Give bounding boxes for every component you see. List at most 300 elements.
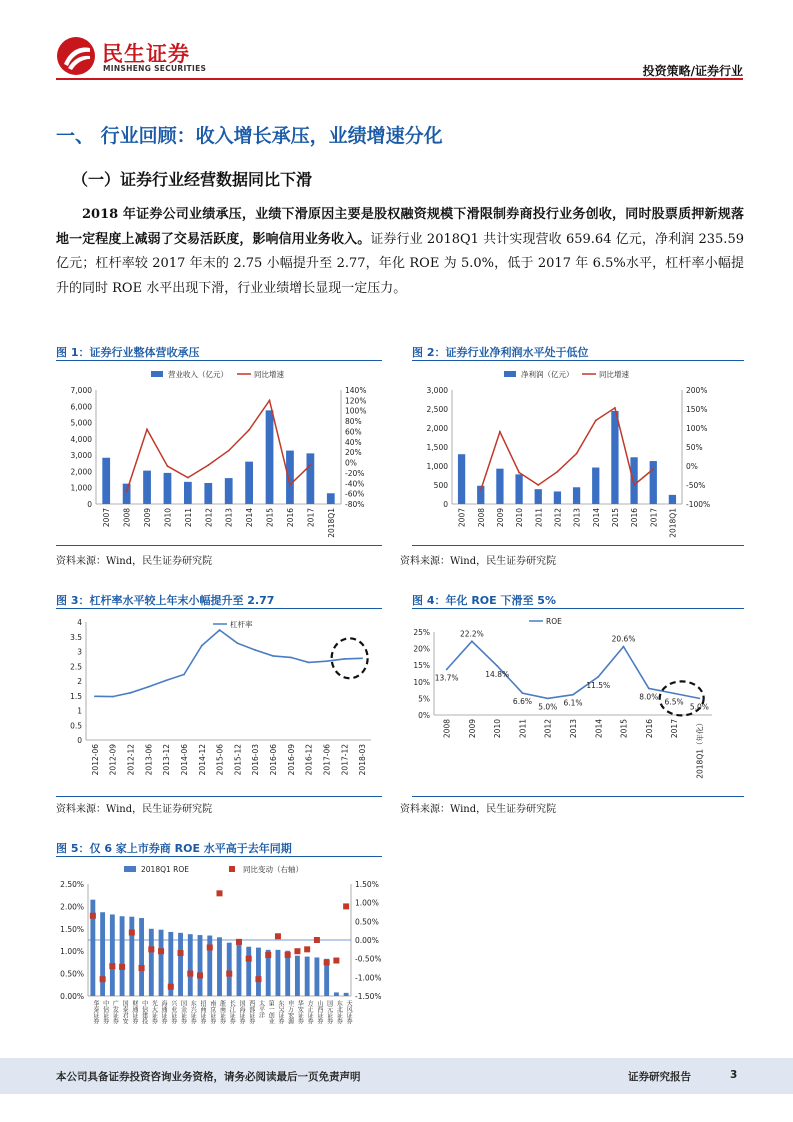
document-category: 投资策略/证券行业 [642,64,743,78]
bar-2014 [592,468,599,504]
y2-tick-label: -1.50% [355,992,382,1001]
data-label: 6.5% [664,697,684,707]
y-tick-label: 6,000 [70,402,92,412]
change-point-天风证券 [343,903,349,909]
y2-tick-label: 60% [345,427,362,437]
growth-point-2010 [518,472,520,474]
bar-2010 [515,474,522,504]
y2-tick-label: 100% [345,406,367,416]
legend-label: 杠杆率 [230,620,253,629]
bar-山西证券 [314,957,319,996]
x-tick-label: 第一创业 [267,1000,275,1024]
x-tick-label: 2017 [306,508,316,528]
x-tick-label: 东吴证券 [276,1000,284,1024]
change-point-西部证券 [246,956,252,962]
x-tick-label: 2012-12 [126,744,136,776]
chart-fig5 [56,860,386,1030]
section-heading: 一、 行业回顾：收入增长承压，业绩增速分化 [56,125,443,147]
y-tick-label: 3.5 [70,632,82,642]
growth-point-2016 [289,484,291,486]
x-tick-label: 西部证券 [247,1000,255,1024]
x-tick-label: 2012 [553,508,563,528]
y-tick-label: 4 [77,618,82,627]
bar-2013 [573,487,580,504]
point-2013 [572,694,574,696]
x-tick-label: 东兴证券 [189,1000,197,1024]
x-tick-label: 2017 [670,719,680,739]
y2-tick-label: 0% [345,458,357,468]
y2-tick-label: 0% [686,462,698,471]
x-tick-label: 长江证券 [228,1000,236,1024]
y-tick-label: 2,000 [70,467,92,477]
x-tick-label: 2014 [594,719,604,739]
figure-4-rule [412,608,744,609]
growth-point-2011 [187,477,189,479]
growth-point-2008 [126,491,128,493]
figure-5-rule [56,856,382,857]
point-2012-06 [94,695,96,697]
point-2008 [446,669,448,671]
x-tick-label: 2013 [224,508,234,528]
y2-tick-label: 0.50% [355,917,379,927]
bar-2016 [630,457,637,504]
change-point-东北证券 [333,958,339,964]
x-tick-label: 2012-09 [108,744,118,776]
change-point-广发证券 [109,963,115,969]
y-tick-label: 5% [418,694,430,704]
bar-2015 [266,410,274,504]
subsection-heading: （一）证券行业经营数据同比下滑 [72,170,313,189]
y-tick-label: 2.50% [60,880,84,889]
y-tick-label: 0 [87,500,92,509]
change-point-国元证券 [324,959,330,965]
legend-label: 同比增速 [599,370,629,379]
y2-tick-label: 150% [686,405,708,414]
point-2013-12 [165,680,167,682]
x-tick-label: 2017-06 [322,744,332,776]
page-number: 3 [730,1069,738,1081]
y2-tick-label: 1.50% [355,880,379,889]
x-tick-label: 太平洋 [257,1000,265,1018]
bar-2016 [286,451,294,504]
x-tick-label: 2013-06 [144,744,154,776]
growth-point-2014 [248,429,250,431]
chart-fig1 [56,364,386,539]
y2-tick-label: -0.50% [355,954,382,964]
legend-label: 营业收入（亿元） [168,370,228,379]
x-tick-label: 2011 [518,719,528,739]
growth-point-2013 [576,453,578,455]
bar-招商证券 [198,935,203,996]
change-point-国泰君安 [119,964,125,970]
bar-2010 [164,473,172,504]
y-tick-label: 25% [413,628,430,637]
x-tick-label: 2014 [245,508,255,528]
bar-2009 [143,471,151,504]
y-tick-label: 1.50% [60,924,84,934]
change-point-中信建投 [139,965,145,971]
growth-point-2016 [633,484,635,486]
y-tick-label: 2 [77,677,82,686]
point-2018Q1（年化） [698,698,700,700]
header-divider [56,78,743,80]
point-2013-06 [147,686,149,688]
y-tick-label: 500 [433,481,448,490]
x-tick-label: 2016 [644,719,654,739]
x-tick-label: 2014 [591,508,601,528]
y2-tick-label: -60% [345,489,365,499]
x-tick-label: 2012 [543,719,553,739]
point-2017-06 [326,660,328,662]
bar-西部证券 [246,947,251,996]
change-point-华泰证券 [90,913,96,919]
figure-3-source-rule [56,796,382,797]
x-tick-label: 2007 [457,508,467,528]
figure-1-title: 图 1：证券行业整体营收承压 [56,346,200,359]
point-2016-06 [272,655,274,657]
data-label: 6.1% [563,698,583,708]
x-tick-label: 2016-12 [304,744,314,776]
point-2015 [623,646,625,648]
growth-point-2017 [309,464,311,466]
growth-point-2012 [207,464,209,466]
bar-2014 [245,462,253,504]
bar-2007 [458,454,465,504]
x-tick-label: 山西证券 [315,1000,323,1024]
growth-point-2015 [269,399,271,401]
y2-tick-label: 40% [345,437,362,447]
bar-财通证券 [129,917,134,996]
data-label: 8.0% [639,692,659,702]
y2-tick-label: 200% [686,386,708,395]
x-tick-label: 2016 [630,508,640,528]
y2-tick-label: -50% [686,481,706,490]
x-tick-label: 国泰君安 [121,1000,129,1024]
figure-2-source: 资料来源：Wind，民生证券研究院 [400,556,557,567]
bar-东兴证券 [188,934,193,996]
logo-text-en: MINSHENG SECURITIES [103,64,207,73]
y2-tick-label: 100% [686,424,708,433]
bar-浙商证券 [217,937,222,996]
bar-东吴证券 [276,950,281,996]
y2-tick-label: 20% [345,448,362,458]
legend-label: 同比增速 [254,370,284,379]
y-tick-label: 1,000 [426,462,448,471]
series-line [95,630,362,697]
y-tick-label: 0.00% [60,992,84,1001]
y-tick-label: 1.00% [60,947,84,957]
x-tick-label: 2010 [515,508,525,528]
bar-2017 [306,453,314,504]
x-tick-label: 2010 [493,719,503,739]
x-tick-label: 2015 [610,508,620,528]
footer-report-type: 证券研究报告 [628,1071,691,1083]
growth-line [127,400,311,491]
point-2016-09 [290,657,292,659]
growth-line [481,408,654,490]
change-point-申万宏源 [285,952,291,958]
figure-4-title: 图 4：年化 ROE 下滑至 5% [412,594,556,607]
point-2010 [496,665,498,667]
x-tick-label: 2011 [534,508,544,528]
bar-2012 [204,483,212,504]
growth-point-2017 [652,468,654,470]
figure-1-source-rule [56,545,382,546]
legend-label: 同比变动（右轴） [243,865,303,874]
x-tick-label: 2013-12 [162,744,172,776]
bar-光大证券 [149,929,154,996]
change-point-华安证券 [294,948,300,954]
y-tick-label: 10% [413,677,430,687]
chart-fig4 [412,612,744,792]
x-tick-label: 光大证券 [150,1000,158,1024]
change-point-光大证券 [148,946,154,952]
point-2015-06 [219,629,221,631]
x-tick-label: 中信建投 [140,1000,148,1024]
x-tick-label: 兴业证券 [169,1000,177,1024]
bar-2008 [123,484,131,504]
bar-2018Q1 [327,493,335,504]
x-tick-label: 2016-03 [251,744,261,776]
point-2016-03 [254,649,256,651]
growth-point-2014 [595,420,597,422]
bar-长江证券 [227,943,232,996]
growth-point-2015 [614,407,616,409]
x-tick-label: 2018Q1 [668,508,678,538]
bar-方正证券 [305,957,310,996]
legend-swatch [151,371,163,377]
bar-2013 [225,478,233,504]
x-tick-label: 2016-09 [286,744,296,776]
y2-tick-label: 120% [345,396,367,406]
x-tick-label: 2017-12 [340,744,350,776]
x-tick-label: 国金证券 [179,1000,187,1024]
y-tick-label: 1,500 [426,443,448,452]
x-tick-label: 华泰证券 [91,1000,99,1024]
x-tick-label: 2016-06 [269,744,279,776]
bar-2011 [184,482,192,504]
point-2018-03 [361,657,363,659]
bar-东北证券 [334,992,339,996]
x-tick-label: 中信证券 [101,1000,109,1024]
y-tick-label: 3,000 [70,451,92,461]
x-tick-label: 东北证券 [335,1000,343,1024]
change-point-兴业证券 [168,984,174,990]
change-point-国海证券 [236,939,242,945]
y2-tick-label: 0.00% [355,936,379,945]
growth-point-2012 [557,471,559,473]
x-tick-label: 2018-03 [358,744,368,776]
legend-label: 净利润（亿元） [521,370,574,379]
data-label: 5.0% [689,702,709,712]
y-tick-label: 1 [77,706,82,716]
data-label: 11.5% [586,680,611,690]
change-point-方正证券 [304,946,310,952]
x-tick-label: 2014-06 [179,744,189,776]
growth-point-2009 [146,428,148,430]
y2-tick-label: -1.00% [355,973,382,983]
paragraph-normal-text: 证券行业 2018Q1 共计实现营收 659.64 亿元，净利润 235.59 亿元；杠杆率较 2017 年末的 2.75 小幅提升至 2.77，年化 ROE 为 5.0%，低于 2017 年 6.5%水平，杠杆率小幅提升的同时 ROE 水平出现下滑，行业业绩增长显现一定压力。 [56,231,744,296]
change-point-第一创业 [265,952,271,958]
legend-swatch [124,866,136,872]
y2-tick-label: -80% [345,500,365,509]
y-tick-label: 0.5 [70,721,82,731]
data-label: 5.0% [538,702,558,712]
change-point-东兴证券 [187,971,193,977]
y-tick-label: 3,000 [426,386,448,395]
x-tick-label: 浙商证券 [218,1000,226,1024]
y-tick-label: 1,000 [70,483,92,493]
growth-point-2011 [537,484,539,486]
bar-国海证券 [237,944,242,996]
data-label: 20.6% [611,634,636,644]
point-2012-12 [130,692,132,694]
y-tick-label: 15% [413,661,430,671]
y-tick-label: 5,000 [70,418,92,428]
y-tick-label: 4,000 [70,434,92,444]
footer-disclaimer: 本公司具备证券投资咨询业务资格，请务必阅读最后一页免责声明 [56,1071,361,1083]
bar-中信建投 [139,918,144,996]
data-label: 14.8% [485,669,510,679]
change-point-太平洋 [255,976,261,982]
x-tick-label: 天风证券 [345,1000,353,1024]
x-tick-label: 招商证券 [199,1000,207,1024]
y-tick-label: 2,000 [426,424,448,433]
x-tick-label: 2009 [467,719,477,739]
bar-天风证券 [344,993,349,996]
figure-1-source: 资料来源：Wind，民生证券研究院 [56,556,213,567]
y2-tick-label: -100% [686,500,711,509]
growth-point-2013 [228,450,230,452]
change-point-山西证券 [314,937,320,943]
bar-2007 [102,458,110,504]
data-label: 6.6% [512,697,532,707]
x-tick-label: 广发证券 [111,1000,119,1024]
x-tick-label: 2009 [495,508,505,528]
bar-海通证券 [159,930,164,996]
point-2014-06 [183,674,185,676]
bar-2012 [554,491,561,504]
point-2012 [547,698,549,700]
growth-point-2010 [167,465,169,467]
bar-2009 [496,469,503,504]
y-tick-label: 0% [418,711,430,720]
point-2014 [597,676,599,678]
x-tick-label: 2013 [569,719,578,739]
point-2017-12 [343,658,345,660]
bar-中信证券 [100,912,105,996]
figure-4-source: 资料来源：Wind，民生证券研究院 [400,804,557,815]
legend-swatch [229,866,235,872]
legend-swatch [504,371,516,377]
y-tick-label: 2.5 [70,662,82,672]
x-tick-label: 2010 [163,508,173,528]
y-tick-label: 2.00% [60,902,84,912]
y-tick-label: 0 [443,500,448,509]
legend-label: 2018Q1 ROE [141,865,189,874]
x-tick-label: 2012-06 [90,744,100,776]
change-point-南京证券 [207,944,213,950]
logo-text-cn: 民生证券 [102,42,190,66]
y2-tick-label: 50% [686,443,703,452]
paragraph-bold-text: 2018 年证券公司业绩承压，业绩下滑原因主要是股权融资规模下滑限制券商投行业务创收，同时股票质押新规落地一定程度上减弱了交易活跃度，影响信用业务收入。 [56,207,744,247]
bar-广发证券 [110,914,115,996]
y2-tick-label: 1.00% [355,898,379,908]
x-tick-label: 2011 [183,508,193,528]
point-2016 [648,688,650,690]
y-tick-label: 1.5 [70,691,82,701]
y2-tick-label: 140% [345,386,367,395]
point-2009 [471,640,473,642]
y-tick-label: 0.50% [60,969,84,979]
y-tick-label: 2,500 [426,405,448,414]
y-tick-label: 20% [413,644,430,654]
x-tick-label: 2016 [285,508,295,528]
x-tick-label: 方正证券 [306,1000,314,1024]
change-point-招商证券 [197,972,203,978]
x-tick-label: 国元证券 [325,1000,333,1024]
figure-2-rule [412,360,744,361]
y2-tick-label: -40% [345,479,365,489]
x-tick-label: 2014-12 [197,744,207,776]
figure-2-source-rule [412,545,744,546]
bar-太平洋 [256,948,261,996]
x-tick-label: 2015 [619,719,629,739]
y-tick-label: 3 [77,647,82,657]
x-tick-label: 2017 [649,508,659,528]
data-label: 13.7% [434,673,459,683]
change-point-中信证券 [100,976,106,982]
bar-2018Q1 [669,495,676,504]
x-tick-label: 2018Q1（年化） [695,719,705,779]
point-2015-12 [237,642,239,644]
x-tick-label: 2015-06 [215,744,225,776]
y2-tick-label: 80% [345,417,362,427]
point-2014-12 [201,645,203,647]
bar-华安证券 [295,956,300,996]
data-label: 22.2% [459,629,484,639]
figure-3-title: 图 3：杠杆率水平较上年末小幅提升至 2.77 [56,594,275,607]
change-point-国金证券 [178,950,184,956]
x-tick-label: 申万宏源 [286,1000,294,1024]
bar-2017 [650,461,657,504]
change-point-东吴证券 [275,933,281,939]
change-point-财通证券 [129,930,135,936]
y-tick-label: 7,000 [70,386,92,395]
bar-2011 [535,489,542,504]
y-tick-label: 0 [77,736,82,745]
body-paragraph [56,203,744,301]
x-tick-label: 2012 [204,508,214,528]
chart-fig3 [56,612,386,792]
growth-point-2008 [480,489,482,491]
figure-5-title: 图 5：仅 6 家上市券商 ROE 水平高于去年同期 [56,842,292,855]
chart-fig2 [412,364,744,539]
figure-2-title: 图 2：证券行业净利润水平处于低位 [412,346,589,359]
point-2017 [673,693,675,695]
figure-3-source: 资料来源：Wind，民生证券研究院 [56,804,213,815]
bar-国泰君安 [120,916,125,996]
point-2012-09 [112,696,114,698]
legend-label: ROE [546,617,562,626]
point-2016-12 [308,662,310,664]
x-tick-label: 2007 [102,508,112,528]
point-2011 [522,692,524,694]
company-logo-icon [56,36,96,76]
bar-国金证券 [178,933,183,996]
x-tick-label: 2018Q1 [326,508,336,538]
change-point-浙商证券 [217,890,223,896]
